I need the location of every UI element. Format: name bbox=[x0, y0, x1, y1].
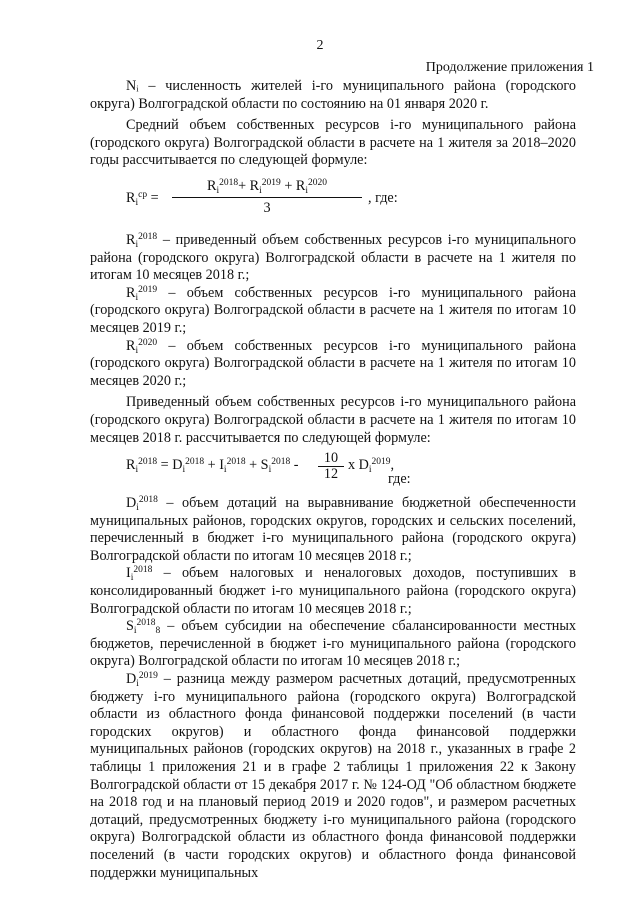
definition-i2018: $I_i^{2018}$ – объем налоговых и неналоговых доходов, поступивших в консолидированный бюджет i-го муниципального района (городского округа) Волгоградской области по итогам 10 месяцев 2018 г.; bbox=[90, 565, 576, 617]
formula-average-where: , где: bbox=[368, 189, 398, 206]
definition-r2020: $R_i^{2020}$ – объем собственных ресурсов i-го муниципального района (городского округа) Волгоградской области в расчете на 1 жителя по итогам 10 месяцев 2020 г.; bbox=[90, 337, 576, 389]
definition-r2018: $R_i^{2018}$ – приведенный объем собственных ресурсов i-го муниципального района (городского округа) Волгоградской области в расчете на 1 жителя по итогам 10 месяцев 2018 г.; bbox=[90, 231, 576, 284]
paragraph-average-intro: Средний объем собственных ресурсов i-го муниципального района (городского округа) Волгоградской области в расчете на 1 жителя за 2018–2020 годы рассчитывается по следующей формуле: bbox=[90, 117, 576, 169]
formula-reduced-main: $R_i^{2018} = D_i^{2018} + I_i^{2018} + S_i^{2018}$ - bbox=[126, 457, 299, 476]
paragraph-reduced-intro: Приведенный объем собственных ресурсов i-го муниципального района (городского округа) Волгоградской области в расчете на 1 жителя по итогам 10 месяцев 2018 г. рассчитывается по следующей формуле: bbox=[90, 394, 576, 446]
definition-r2019: $R_i^{2019}$ – объем собственных ресурсов i-го муниципального района (городского округа) Волгоградской области в расчете на 1 жителя по итогам 10 месяцев 2019 г.; bbox=[90, 284, 576, 336]
formula-average-denominator: 3 bbox=[263, 199, 271, 216]
formula-average bbox=[126, 178, 576, 224]
formula-average-fraction bbox=[172, 178, 362, 217]
formula-reduced-where: где: bbox=[388, 471, 411, 488]
formula-average-numerator: $R_i^{2018}+ R_i^{2019} + R_i^{2020}$ bbox=[172, 178, 362, 198]
document-body bbox=[90, 78, 576, 882]
formula-reduced-tail: x $D_i^{2019}$, bbox=[348, 457, 395, 476]
formula-reduced bbox=[126, 450, 576, 491]
definition-d2019: $D_i^{2019}$ – разница между размером расчетных дотаций, предусмотренных бюджету i-го муниципального района (городского округа) Волгоградской области из областного фонда финансовой поддержки поселений (в части городских округов) и областного фонда финансовой поддержки муниципальных районов (городских округов) на 2018 г., указанных в графе 2 таблицы 1 приложения 21 и в графе 2 таблицы 1 приложения 22 к Закону Волгоградской области от 15 декабря 2017 г. № 124-ОД "Об областном бюджете на 2018 год и на плановый период 2019 и 2020 годов", и размером расчетных дотаций, предусмотренных бюджету i-го муниципального района (городского округа) Волгоградской области из областного фонда финансовой поддержки поселений (в части городских округов) и областного фонда финансовой поддержки муниципальных bbox=[90, 671, 576, 881]
definition-s2018: $S_i^{2018}_8$ – объем субсидии на обеспечение сбалансированности местных бюджетов, перечисленной в бюджет i-го муниципального района (городского округа) Волгоградской области по итогам 10 месяцев 2018 г.; bbox=[90, 618, 576, 670]
definition-d2018: $D_i^{2018}$ – объем дотаций на выравнивание бюджетной обеспеченности муниципальных районов, городских округов, городских и сельских поселений, перечисленный в бюджет i-го муниципального района (городского округа) Волгоградской области по итогам 10 месяцев 2018 г.; bbox=[90, 495, 576, 564]
formula-average-lhs: $R_i^{ср}$ = bbox=[126, 189, 159, 208]
formula-reduced-fraction: 10 12 bbox=[318, 451, 344, 482]
page-number: 2 bbox=[316, 38, 324, 53]
continuation-note: Продолжение приложения 1 bbox=[425, 60, 594, 75]
paragraph-n-definition: Nᵢ – численность жителей i-го муниципального района (городского округа) Волгоградской области по состоянию на 01 января 2020 г. bbox=[90, 78, 576, 112]
